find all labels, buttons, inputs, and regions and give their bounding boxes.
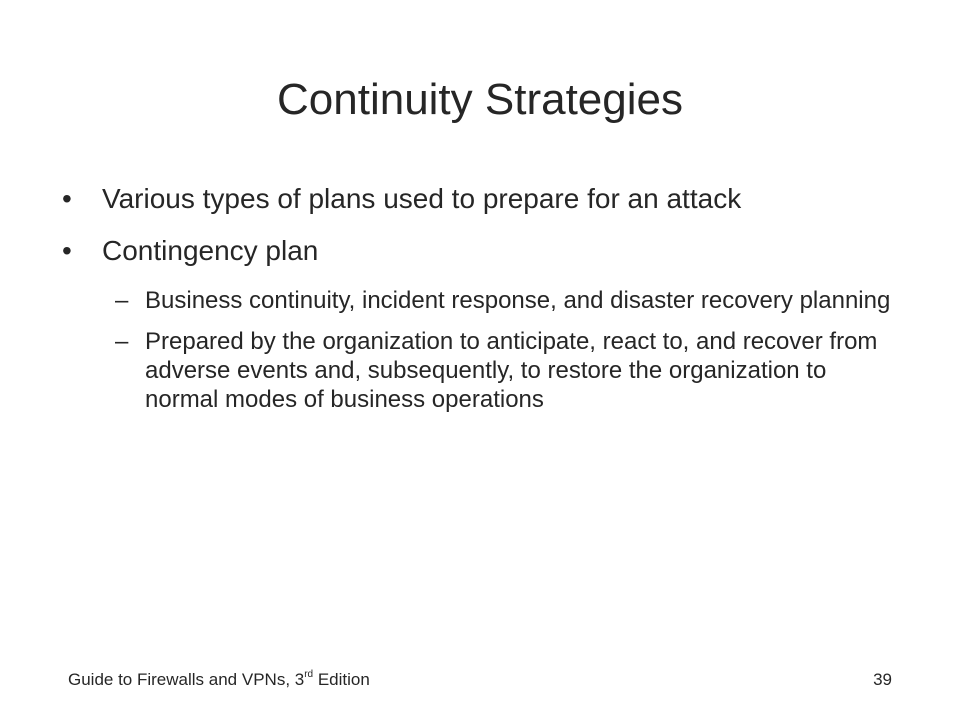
bullet-text: Various types of plans used to prepare for an attack (102, 183, 742, 214)
sub-bullet-item (62, 286, 902, 315)
slide-title: Continuity Strategies (277, 75, 683, 124)
sub-bullet-text: Business continuity, incident response, and disaster recovery planning (145, 287, 891, 314)
bullet-marker: • (62, 235, 72, 266)
bullet-item (62, 182, 902, 216)
bullet-text: Contingency plan (102, 235, 319, 266)
footer-book-title (68, 669, 370, 691)
slide-body (62, 182, 902, 426)
footer-book-suffix: Edition (313, 670, 370, 689)
footer-book-sup: rd (304, 669, 314, 681)
sub-bullet-marker: – (115, 287, 129, 314)
bullet-marker: • (62, 183, 72, 214)
footer-book-prefix: Guide to Firewalls and VPNs, 3 (68, 670, 305, 689)
sub-bullet-marker: – (115, 328, 129, 355)
page-number: 39 (873, 670, 892, 689)
sub-bullet-item (62, 327, 902, 414)
bullet-item (62, 234, 902, 268)
sub-bullet-text: Prepared by the organization to anticipate, react to, and recover from adverse events and, subsequently, to restore the organization to normal modes of business operations (145, 328, 878, 413)
